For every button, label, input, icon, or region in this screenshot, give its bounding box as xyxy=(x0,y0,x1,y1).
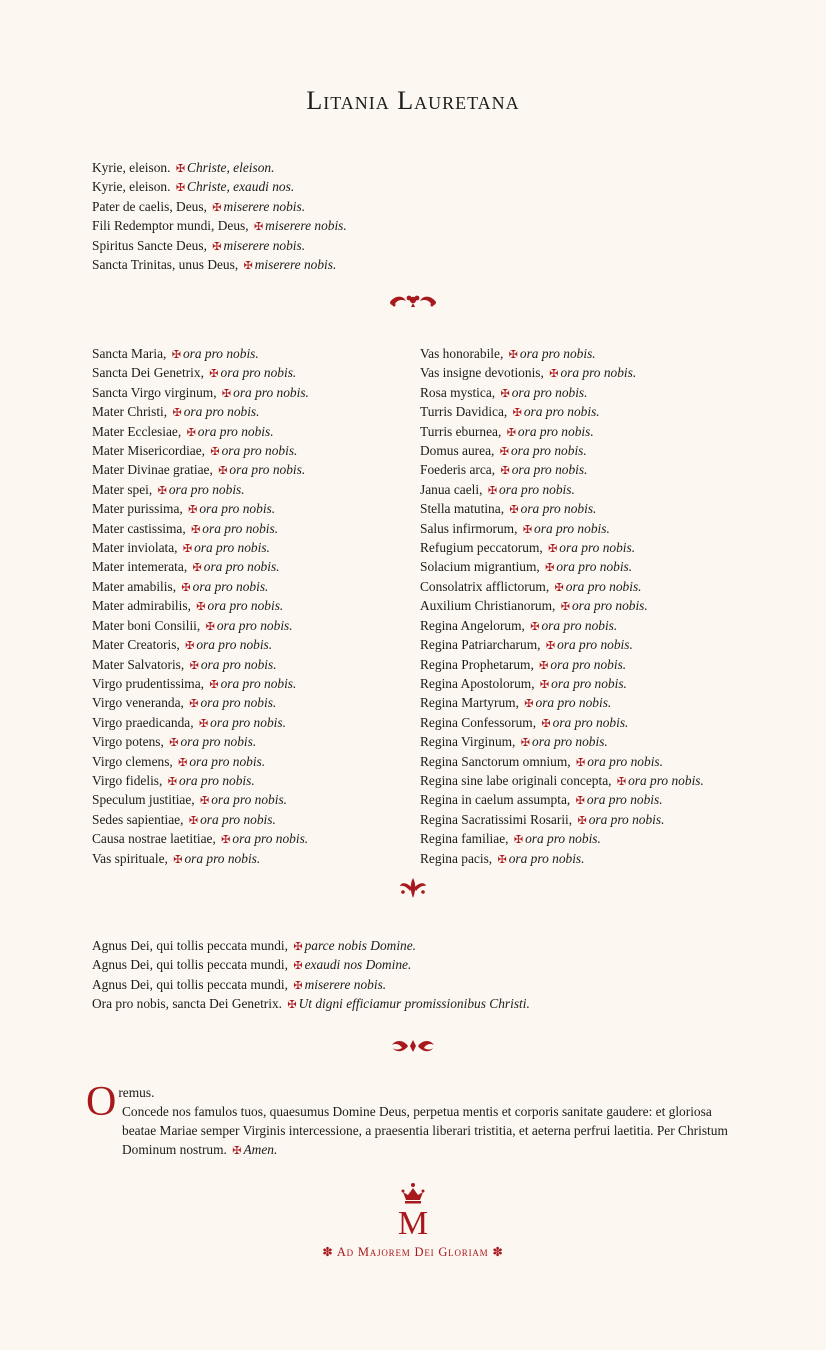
response: ora pro nobis. xyxy=(194,540,270,556)
cross-icon: ✠ xyxy=(209,678,219,691)
cross-icon: ✠ xyxy=(175,163,186,175)
response: ora pro nobis. xyxy=(207,598,284,614)
cross-icon: ✠ xyxy=(549,368,559,381)
flower-icon: ✽ xyxy=(322,1245,334,1259)
versicle: Salus infirmorum, xyxy=(420,520,518,536)
fleuron-icon xyxy=(387,292,439,312)
invocation-line xyxy=(92,442,309,461)
invocations-left-column xyxy=(92,345,309,869)
cross-icon: ✠ xyxy=(287,999,297,1012)
cross-icon: ✠ xyxy=(513,834,524,847)
response: ora pro nobis. xyxy=(199,501,276,517)
response: ora pro nobis. xyxy=(178,772,255,788)
invocation-line xyxy=(420,403,704,422)
versicle: Solacium migrantium, xyxy=(420,559,540,575)
oremus-prayer xyxy=(86,1079,746,1161)
invocation-line xyxy=(92,500,309,519)
response: ora pro nobis. xyxy=(192,578,269,594)
response: ora pro nobis. xyxy=(189,753,266,769)
invocation-line xyxy=(420,500,704,519)
monogram-letter: M xyxy=(397,1205,429,1242)
response: ora pro nobis. xyxy=(532,734,608,750)
versicle: Sancta Trinitas, unus Deus, xyxy=(92,257,239,273)
invocation-line xyxy=(92,617,309,636)
invocation-line xyxy=(92,714,309,733)
cross-icon: ✠ xyxy=(509,504,519,517)
versicle: Virgo praedicanda, xyxy=(92,714,194,730)
invocation-line xyxy=(420,442,704,461)
kyrie-line xyxy=(92,256,347,275)
cross-icon: ✠ xyxy=(554,581,564,594)
response: ora pro nobis. xyxy=(550,656,627,672)
invocation-line xyxy=(92,850,309,869)
response: ora pro nobis. xyxy=(211,792,288,808)
response: ora pro nobis. xyxy=(220,675,297,691)
response: ora pro nobis. xyxy=(511,462,588,478)
versicle: Sancta Virgo virginum, xyxy=(92,384,217,400)
invocation-line xyxy=(420,597,704,616)
invocation-line xyxy=(420,384,704,403)
versicle: Consolatrix afflictorum, xyxy=(420,578,550,594)
invocation-line xyxy=(92,384,309,403)
cross-icon: ✠ xyxy=(575,756,586,769)
ornament-divider-3 xyxy=(0,1037,826,1060)
invocation-line xyxy=(420,345,704,364)
kyrie-line xyxy=(92,237,347,256)
cross-icon: ✠ xyxy=(545,640,556,653)
invocation-line xyxy=(420,791,704,810)
versicle: Vas spirituale, xyxy=(92,850,168,866)
invocations-right-column xyxy=(420,345,704,869)
response: ora pro nobis. xyxy=(220,365,297,381)
kyrie-line xyxy=(92,198,347,217)
response: miserere nobis. xyxy=(265,218,347,234)
agnus-line xyxy=(92,995,530,1014)
invocation-line xyxy=(420,850,704,869)
versicle: Virgo veneranda, xyxy=(92,695,184,711)
cross-icon: ✠ xyxy=(232,1145,242,1157)
versicle: Turris eburnea, xyxy=(420,423,502,439)
response: ora pro nobis. xyxy=(556,559,633,575)
crown-icon xyxy=(400,1182,426,1204)
versicle: Regina Prophetarum, xyxy=(420,656,534,672)
ornament-divider-1 xyxy=(0,292,826,317)
cross-icon: ✠ xyxy=(520,737,530,750)
response: ora pro nobis. xyxy=(520,501,597,517)
response: ora pro nobis. xyxy=(499,481,575,497)
cross-icon: ✠ xyxy=(157,484,167,497)
cross-icon: ✠ xyxy=(616,775,627,788)
response: ora pro nobis. xyxy=(628,772,704,788)
response: miserere nobis. xyxy=(223,198,306,214)
versicle: Mater inviolata, xyxy=(92,540,178,556)
invocation-line xyxy=(92,423,309,442)
cross-icon: ✠ xyxy=(243,260,253,273)
response: Ut digni efficiamur promissionibus Christi. xyxy=(298,996,530,1012)
agnus-line xyxy=(92,976,530,995)
response: miserere nobis. xyxy=(254,257,337,273)
response: miserere nobis. xyxy=(223,237,306,253)
versicle: Mater amabilis, xyxy=(92,578,177,594)
response: ora pro nobis. xyxy=(559,540,636,556)
cross-icon: ✠ xyxy=(212,201,222,214)
ornament-divider-2 xyxy=(0,876,826,905)
versicle: Regina Sanctorum omnium, xyxy=(420,753,571,769)
versicle: Regina Confessorum, xyxy=(420,714,537,730)
invocation-line xyxy=(92,675,309,694)
versicle: Stella matutina, xyxy=(420,501,505,517)
versicle: Mater Divinae gratiae, xyxy=(92,462,213,478)
versicle: Turris Davidica, xyxy=(420,404,508,420)
cross-icon: ✠ xyxy=(548,543,558,556)
response: ora pro nobis. xyxy=(586,792,663,808)
invocation-line xyxy=(92,461,309,480)
cross-icon: ✠ xyxy=(167,775,177,788)
cross-icon: ✠ xyxy=(539,659,549,672)
versicle: Regina Apostolorum, xyxy=(420,675,535,691)
versicle: Vas insigne devotionis, xyxy=(420,365,544,381)
versicle: Fili Redemptor mundi, Deus, xyxy=(92,218,249,234)
versicle: Virgo prudentissima, xyxy=(92,675,205,691)
cross-icon: ✠ xyxy=(512,407,522,420)
cross-icon: ✠ xyxy=(171,349,181,361)
response: ora pro nobis. xyxy=(541,617,618,633)
invocation-line xyxy=(420,578,704,597)
cross-icon: ✠ xyxy=(188,814,199,827)
cross-icon: ✠ xyxy=(191,523,201,536)
cross-icon: ✠ xyxy=(173,853,183,866)
response: ora pro nobis. xyxy=(519,346,596,361)
cross-icon: ✠ xyxy=(205,620,215,633)
response: ora pro nobis. xyxy=(203,559,280,575)
agnus-line xyxy=(92,937,530,956)
cross-icon: ✠ xyxy=(530,620,540,633)
cross-icon: ✠ xyxy=(198,717,209,730)
versicle: Mater Christi, xyxy=(92,404,168,420)
prayer-body: Concede nos famulos tuos, quaesumus Domine Deus, perpetua mentis et corporis sanitate gaudere: et gloriosa beatae Mariae semper Virginis intercessione, a praesentia liberari tristitia, et aeterna perfrui laetitia. Per Christum Dominum nostrum. xyxy=(122,1104,728,1157)
lily-ornament-icon xyxy=(398,876,428,900)
versicle: Agnus Dei, qui tollis peccata mundi, xyxy=(92,938,288,953)
cross-icon: ✠ xyxy=(169,737,179,750)
invocation-line xyxy=(420,539,704,558)
versicle: Sancta Dei Genetrix, xyxy=(92,365,204,381)
kyrie-line xyxy=(92,159,347,178)
versicle: Virgo fidelis, xyxy=(92,772,163,788)
response: ora pro nobis. xyxy=(587,753,663,769)
invocation-line xyxy=(420,830,704,849)
versicle: Ora pro nobis, sancta Dei Genetrix. xyxy=(92,996,283,1012)
cross-icon: ✠ xyxy=(189,659,199,672)
motto xyxy=(0,1244,826,1260)
kyrie-line xyxy=(92,178,347,197)
versicle: Janua caeli, xyxy=(420,481,483,497)
cross-icon: ✠ xyxy=(210,446,220,459)
cross-icon: ✠ xyxy=(196,601,206,614)
versicle: Regina sine labe originali concepta, xyxy=(420,772,612,788)
versicle: Rosa mystica, xyxy=(420,384,496,400)
response: ora pro nobis. xyxy=(517,423,594,439)
versicle: Sedes sapientiae, xyxy=(92,811,184,827)
invocation-line xyxy=(420,481,704,500)
response: ora pro nobis. xyxy=(565,578,642,594)
invocation-line xyxy=(420,636,704,655)
invocation-line xyxy=(92,733,309,752)
versicle: Virgo clemens, xyxy=(92,753,173,769)
page-title: Litania Lauretana xyxy=(306,86,520,115)
cross-icon: ✠ xyxy=(575,795,585,808)
response: ora pro nobis. xyxy=(233,384,309,400)
cross-icon: ✠ xyxy=(221,834,231,847)
response: ora pro nobis. xyxy=(523,404,600,420)
response: ora pro nobis. xyxy=(510,443,587,459)
invocation-line xyxy=(92,636,309,655)
cross-icon: ✠ xyxy=(175,182,186,195)
cross-icon: ✠ xyxy=(212,240,222,253)
versicle: Foederis arca, xyxy=(420,462,496,478)
cross-icon: ✠ xyxy=(189,698,199,711)
versicle: Regina Martyrum, xyxy=(420,695,519,711)
versicle: Mater castissima, xyxy=(92,520,186,536)
response: ora pro nobis. xyxy=(221,443,298,459)
invocation-line xyxy=(420,694,704,713)
response: ora pro nobis. xyxy=(551,675,627,691)
invocation-line xyxy=(420,714,704,733)
versicle: Refugium peccatorum, xyxy=(420,540,543,556)
invocation-line xyxy=(420,733,704,752)
prayer-amen: Amen. xyxy=(243,1142,278,1157)
cross-icon: ✠ xyxy=(186,426,196,439)
versicle: Mater Creatoris, xyxy=(92,637,180,653)
versicle: Sancta Maria, xyxy=(92,346,167,361)
response: ora pro nobis. xyxy=(216,617,293,633)
versicle: Vas honorabile, xyxy=(420,346,504,361)
cross-icon: ✠ xyxy=(221,387,232,400)
response: ora pro nobis. xyxy=(535,695,612,711)
cross-icon: ✠ xyxy=(172,407,182,420)
cross-icon: ✠ xyxy=(293,941,303,953)
marian-monogram xyxy=(0,1182,826,1241)
versicle: Regina Virginum, xyxy=(420,734,516,750)
versicle: Kyrie, eleison. xyxy=(92,160,171,175)
versicle: Auxilium Christianorum, xyxy=(420,598,556,614)
response: ora pro nobis. xyxy=(183,404,260,420)
response: ora pro nobis. xyxy=(508,850,585,866)
versicle: Spiritus Sancte Deus, xyxy=(92,237,207,253)
versicle: Mater admirabilis, xyxy=(92,598,191,614)
invocation-line xyxy=(92,364,309,383)
response: ora pro nobis. xyxy=(560,365,637,381)
response: ora pro nobis. xyxy=(184,850,261,866)
versicle: Mater purissima, xyxy=(92,501,183,517)
cross-icon: ✠ xyxy=(541,717,551,730)
invocation-line xyxy=(92,811,309,830)
cross-icon: ✠ xyxy=(506,426,516,439)
cross-icon: ✠ xyxy=(293,960,303,973)
versicle: Domus aurea, xyxy=(420,443,495,459)
response: ora pro nobis. xyxy=(196,637,273,653)
cross-icon: ✠ xyxy=(188,504,198,517)
invocation-line xyxy=(420,772,704,791)
cross-icon: ✠ xyxy=(218,465,228,478)
invocation-line xyxy=(420,364,704,383)
invocation-line xyxy=(420,423,704,442)
response: ora pro nobis. xyxy=(202,520,279,536)
invocation-line xyxy=(420,461,704,480)
invocation-line xyxy=(92,539,309,558)
cross-icon: ✠ xyxy=(524,698,534,711)
cross-icon: ✠ xyxy=(500,465,510,478)
flower-icon: ✽ xyxy=(492,1245,504,1259)
versicle: Regina in caelum assumpta, xyxy=(420,792,571,808)
response: ora pro nobis. xyxy=(200,695,277,711)
response: ora pro nobis. xyxy=(182,346,259,361)
prayer-heading: remus. xyxy=(118,1085,155,1100)
cross-icon: ✠ xyxy=(508,349,518,361)
versicle: Mater Misericordiae, xyxy=(92,443,206,459)
response: ora pro nobis. xyxy=(588,811,665,827)
invocation-line xyxy=(92,578,309,597)
kyrie-section xyxy=(92,159,347,275)
response: Christe, exaudi nos. xyxy=(187,179,295,195)
drop-cap: O xyxy=(86,1079,117,1125)
motto-text: Ad Majorem Dei Gloriam xyxy=(336,1245,489,1259)
versicle: Mater Ecclesiae, xyxy=(92,423,182,439)
invocation-line xyxy=(92,694,309,713)
versicle: Pater de caelis, Deus, xyxy=(92,198,207,214)
invocation-line xyxy=(92,753,309,772)
versicle: Speculum justitiae, xyxy=(92,792,195,808)
versicle: Mater intemerata, xyxy=(92,559,188,575)
response: ora pro nobis. xyxy=(534,520,610,536)
versicle: Causa nostrae laetitiae, xyxy=(92,831,216,847)
agnus-dei-section xyxy=(92,937,530,1015)
cross-icon: ✠ xyxy=(539,678,550,691)
response: ora pro nobis. xyxy=(200,811,276,827)
cross-icon: ✠ xyxy=(545,562,555,575)
invocation-line xyxy=(420,656,704,675)
scroll-ornament-icon xyxy=(387,1037,439,1055)
invocation-line xyxy=(420,520,704,539)
invocation-line xyxy=(92,403,309,422)
invocation-line xyxy=(92,791,309,810)
response: ora pro nobis. xyxy=(552,714,629,730)
versicle: Regina Sacratissimi Rosarii, xyxy=(420,811,573,827)
cross-icon: ✠ xyxy=(560,601,570,614)
cross-icon: ✠ xyxy=(500,387,510,400)
response: ora pro nobis. xyxy=(557,637,633,653)
versicle: Mater spei, xyxy=(92,481,153,497)
response: Christe, eleison. xyxy=(187,160,275,175)
invocation-line xyxy=(92,345,309,364)
cross-icon: ✠ xyxy=(499,446,509,459)
cross-icon: ✠ xyxy=(293,979,303,992)
response: exaudi nos Domine. xyxy=(304,957,412,973)
cross-icon: ✠ xyxy=(185,640,195,653)
cross-icon: ✠ xyxy=(200,795,210,808)
cross-icon: ✠ xyxy=(253,221,264,234)
response: parce nobis Domine. xyxy=(304,938,417,953)
response: miserere nobis. xyxy=(304,976,387,992)
invocation-line xyxy=(92,830,309,849)
response: ora pro nobis. xyxy=(232,831,309,847)
agnus-line xyxy=(92,956,530,975)
response: ora pro nobis. xyxy=(200,656,277,672)
cross-icon: ✠ xyxy=(178,756,188,769)
versicle: Mater Salvatoris, xyxy=(92,656,185,672)
versicle: Agnus Dei, qui tollis peccata mundi, xyxy=(92,957,288,973)
cross-icon: ✠ xyxy=(577,814,587,827)
invocation-line xyxy=(420,811,704,830)
cross-icon: ✠ xyxy=(522,523,533,536)
kyrie-line xyxy=(92,217,347,236)
cross-icon: ✠ xyxy=(192,562,202,575)
cross-icon: ✠ xyxy=(181,581,191,594)
versicle: Virgo potens, xyxy=(92,734,164,750)
response: ora pro nobis. xyxy=(525,831,601,847)
invocation-line xyxy=(92,558,309,577)
invocation-line xyxy=(92,481,309,500)
invocation-line xyxy=(420,617,704,636)
cross-icon: ✠ xyxy=(497,853,507,866)
prayer-text xyxy=(86,1102,746,1161)
response: ora pro nobis. xyxy=(210,714,286,730)
response: ora pro nobis. xyxy=(197,423,274,439)
cross-icon: ✠ xyxy=(487,484,498,497)
response: ora pro nobis. xyxy=(571,598,648,614)
invocation-line xyxy=(92,656,309,675)
response: ora pro nobis. xyxy=(511,384,588,400)
versicle: Regina Patriarcharum, xyxy=(420,637,541,653)
invocation-line xyxy=(92,772,309,791)
versicle: Regina familiae, xyxy=(420,831,509,847)
response: ora pro nobis. xyxy=(180,734,257,750)
versicle: Regina pacis, xyxy=(420,850,493,866)
invocation-line xyxy=(92,520,309,539)
invocation-line xyxy=(420,558,704,577)
invocation-line xyxy=(420,675,704,694)
cross-icon: ✠ xyxy=(182,543,193,556)
invocation-line xyxy=(420,753,704,772)
response: ora pro nobis. xyxy=(168,481,245,497)
versicle: Regina Angelorum, xyxy=(420,617,525,633)
response: ora pro nobis. xyxy=(229,462,306,478)
cross-icon: ✠ xyxy=(209,368,219,381)
versicle: Mater boni Consilii, xyxy=(92,617,201,633)
versicle: Kyrie, eleison. xyxy=(92,179,171,195)
versicle: Agnus Dei, qui tollis peccata mundi, xyxy=(92,976,288,992)
invocation-line xyxy=(92,597,309,616)
